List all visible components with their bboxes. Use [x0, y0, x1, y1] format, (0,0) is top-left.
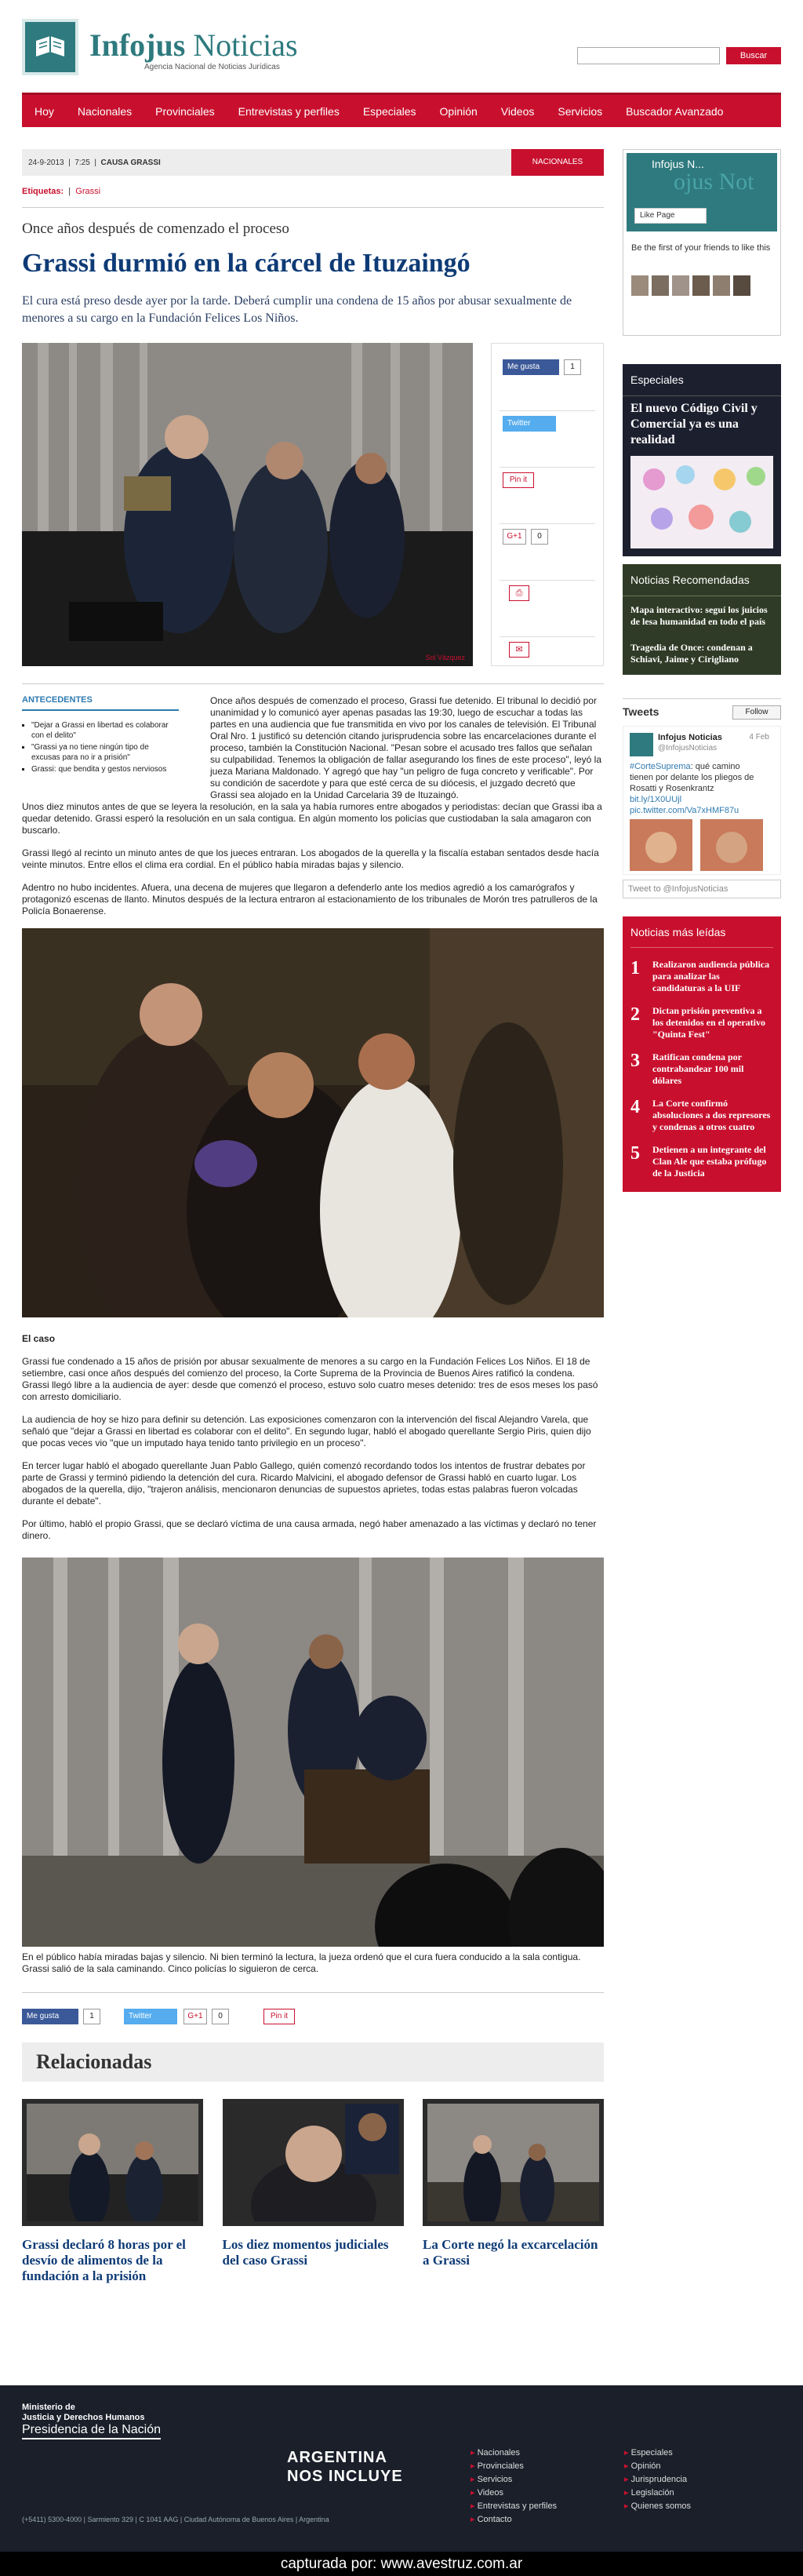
photo-women — [22, 928, 604, 1317]
photo-credit: Sol Vázquez — [425, 654, 465, 661]
tweet-image[interactable] — [630, 819, 763, 871]
brand-name[interactable]: Infojus Noticias — [89, 27, 298, 63]
nav-buscador[interactable]: Buscador Avanzado — [626, 104, 724, 118]
recomendadas-title: Noticias Recomendadas — [623, 564, 781, 596]
article-kicker: Once años después de comenzado el proceso — [22, 220, 289, 237]
google-plus-count: 0 — [212, 2009, 229, 2024]
antecedente-link[interactable]: ▪ Grassi: que bendita y gestos nerviosos — [31, 764, 179, 774]
argentina-logo: ARGENTINA NOS INCLUYE — [287, 2449, 403, 2485]
search-button[interactable]: Buscar — [726, 47, 781, 64]
friend-avatars — [631, 275, 754, 296]
paragraph: Grassi llegó al recinto un minuto antes de que los jueces entraran. Los abogados de la querella y la fiscalía estaban sentados desde hacía veinte minutos. Entre ellos el clima era cordial. En el público había miradas bajas y silencio. — [22, 847, 599, 870]
facebook-count: 1 — [83, 2009, 100, 2024]
section-badge[interactable]: NACIONALES — [511, 149, 604, 176]
footer-link[interactable]: ▸ Provinciales — [471, 2460, 557, 2473]
subheading: El caso — [22, 1333, 56, 1344]
meta-bar: 24-9-2013 | 7:25 | CAUSA GRASSI NACIONALES — [22, 149, 604, 176]
main-nav — [22, 93, 781, 127]
bottom-share-row — [22, 1992, 604, 2020]
nav-entrevistas[interactable]: Entrevistas y perfiles — [238, 104, 340, 118]
nav-provinciales[interactable]: Provinciales — [155, 104, 215, 118]
facebook-page-title[interactable]: Infojus N... — [652, 158, 704, 170]
mas-leida-item[interactable]: 5 Detienen a un integrante del Clan Ale que estaba prófugo de la Justicia — [630, 1143, 767, 1179]
footer-link[interactable]: ▸ Legislación — [624, 2487, 691, 2500]
related-card[interactable] — [423, 2099, 604, 2284]
twitter-button[interactable]: Twitter — [503, 416, 556, 432]
sidebar — [623, 149, 781, 1192]
related-card[interactable] — [22, 2099, 203, 2284]
paragraph: La audiencia de hoy se hizo para definir su detención. Las exposiciones comenzaron con la intervención del fiscal Alejandro Varela, que señaló que "dejar a Grassi en libertad es colaborar con el delito". En segundo lugar, habló el abogado querellante Sergio Piris, quien dijo que pocas veces vio "que un imputado haya tenido tanto privilegio en un proceso". — [22, 1414, 591, 1448]
footer-links-1 — [471, 2447, 557, 2527]
facebook-like-button[interactable]: Me gusta — [503, 359, 559, 375]
tweet-author[interactable]: Infojus Noticias — [658, 733, 722, 742]
facebook-count: 1 — [564, 359, 581, 375]
brand-subtitle: Agencia Nacional de Noticias Jurídicas — [144, 63, 280, 71]
header — [22, 19, 781, 78]
related-list — [22, 2099, 604, 2284]
avatar[interactable] — [733, 275, 750, 296]
article-time: 7:25 — [74, 158, 90, 167]
nav-nacionales[interactable]: Nacionales — [77, 104, 133, 118]
tag-link[interactable]: Grassi — [75, 187, 101, 196]
google-plus-button[interactable]: G+1 — [183, 2009, 207, 2024]
main-photo — [22, 343, 473, 666]
mas-leida-item[interactable]: 2 Dictan prisión preventiva a los detenidos en el operativo "Quinta Fest" — [630, 1004, 765, 1040]
footer-link[interactable]: ▸ Videos — [471, 2487, 557, 2500]
antecedente-link[interactable]: ▪ "Grassi ya no tiene ningún tipo de excusas para no ir a prisión" — [31, 742, 179, 763]
recomendada-link[interactable]: Tragedia de Once: condenan a Schiavi, Jaime y Cirigliano — [630, 642, 753, 665]
facebook-like-page-button[interactable]: Like Page — [634, 208, 707, 224]
pinterest-button[interactable]: Pin it — [263, 2009, 295, 2024]
article-column — [22, 149, 604, 2284]
footer-link[interactable]: ▸ Quienes somos — [624, 2500, 691, 2513]
related-title: Relacionadas — [22, 2042, 604, 2082]
twitter-button[interactable]: Twitter — [124, 2009, 177, 2024]
photo-courtroom — [22, 1558, 604, 1947]
paragraph: Once años después de comenzado el proceso, Grassi fue detenido. El tribunal lo decidió por unanimidad y lo comunicó ayer apenas pasadas las 19:30, luego de escuchar a todas las partes en una audiencia que fue transmitida en vivo por los canales de televisión. El Tribunal Oral Nro. 1 justificó su detención citando jurisprudencia sobre las encarcelaciones durante el proceso, también la Constitución Nacional. "Pesan sobre el acusado tres fallos que señalan su culpabilidad. Tenemos la obligación de fallar asegurando los fines de este proceso", leyó la jueza Mariana Maldonado. Y agregó que hay "un peligro de fuga concreto y verificable". Por su condición de sacerdote y para que esté cerca de su diócesis, el juzgado decretó que Grassi sea alojado en la Unidad Carcelaria 39 de Ituzaingó. — [210, 695, 602, 800]
related-thumbnail[interactable] — [423, 2099, 604, 2226]
footer-link[interactable]: ▸ Entrevistas y perfiles — [471, 2500, 557, 2513]
tweet-pic-link[interactable]: pic.twitter.com/Va7xHMF87u — [630, 806, 739, 815]
recomendada-link[interactable]: Mapa interactivo: seguí los juicios de lesa humanidad en todo el país — [630, 604, 768, 627]
tweet-text: #CorteSuprema: qué camino tienen por delante los pliegos de Rosatti y Rosenkrantz bit.ly/1X0UUjl pic.twitter.com/Va7xHMF87u — [630, 762, 754, 815]
tweet — [623, 726, 781, 875]
article-body — [22, 695, 604, 2284]
avatar[interactable] — [713, 275, 730, 296]
nav-hoy[interactable]: Hoy — [35, 104, 54, 118]
ministry-logo[interactable]: Ministerio de Justicia y Derechos Humanos Presidencia de la Nación — [22, 2403, 161, 2439]
mas-leida-item[interactable]: 3 Ratifican condena por contrabandear 100 mil dólares — [630, 1051, 744, 1086]
footer-address: (+5411) 5300-4000 | Sarmiento 329 | C 1041 AAG | Ciudad Autónoma de Buenos Aires | Argentina — [22, 2516, 329, 2523]
facebook-widget: Infojus N... ojus Not Like Page Be the first of your friends to like this — [623, 149, 781, 336]
related-headline[interactable]: Grassi declaró 8 horas por el desvío de alimentos de la fundación a la prisión — [22, 2237, 186, 2283]
tweets-title: Tweets — [623, 705, 659, 718]
antecedentes-box — [22, 695, 179, 776]
tags: Etiquetas: | Grassi — [22, 187, 101, 196]
related-thumbnail[interactable] — [223, 2099, 404, 2226]
footer — [0, 2385, 803, 2552]
related-headline[interactable]: La Corte negó la excarcelación a Grassi — [423, 2237, 598, 2268]
especiales-box — [623, 364, 781, 556]
nav-videos[interactable]: Videos — [500, 104, 535, 118]
mas-leida-item[interactable]: 1 Realizaron audiencia pública para analizar las candidaturas a la UIF — [630, 958, 770, 993]
avatar[interactable] — [630, 733, 653, 756]
google-plus-count: 0 — [531, 529, 548, 545]
antecedentes-title: ANTECEDENTES — [22, 695, 179, 711]
presidency-text: Presidencia de la Nación — [22, 2425, 161, 2439]
footer-links-2 — [624, 2447, 691, 2513]
related-headline[interactable]: Los diez momentos judiciales del caso Grassi — [222, 2237, 389, 2268]
especiales-image[interactable] — [630, 456, 773, 548]
search-input[interactable] — [577, 47, 720, 64]
article-headline: Grassi durmió en la cárcel de Ituzaingó — [22, 249, 471, 278]
capture-watermark: capturada por: www.avestruz.com.ar — [0, 2552, 803, 2576]
recomendadas-box — [623, 564, 781, 675]
tweet-date[interactable]: 4 Feb — [749, 733, 769, 741]
avatar[interactable] — [652, 275, 669, 296]
pinterest-button[interactable]: Pin it — [503, 472, 534, 488]
nav-opinion[interactable]: Opinión — [439, 104, 478, 118]
mail-icon[interactable]: ✉ — [509, 642, 529, 658]
book-logo-icon — [35, 35, 66, 60]
paragraph: Adentro no hubo incidentes. Afuera, una decena de mujeres que llegaron a defenderlo ante los medios agredió a los camarógrafos y protagonizó escenas de llanto. Minutos después de la lectura entraron al estacionamiento de los tribunales de Morón tres patrulleros de la Policía Bonaerense. — [22, 882, 598, 916]
photo-caption: En el público había miradas bajas y silencio. Ni bien terminó la lectura, la jueza ordenó que el cura fuera conducido a la sala contigua. Grassi salió de la sala caminando. Cinco policías lo siguieron de cerca. — [22, 1951, 581, 1974]
share-column — [491, 343, 604, 666]
article-topic[interactable]: CAUSA GRASSI — [100, 158, 161, 167]
footer-link[interactable]: ▸ Jurisprudencia — [624, 2473, 691, 2487]
paragraph: Unos diez minutos antes de que se leyera la resolución, en la sala ya había rumores entre abogados y periodistas: decían que Grassi iba a quedar detenido. Grassi esperó la resolución en un sala contigua. En algún momento los policías que custiodaban la sala amagaron con buscarlo. — [22, 801, 602, 836]
footer-link[interactable]: ▸ Servicios — [471, 2473, 557, 2487]
tweet-link[interactable]: bit.ly/1X0UUjl — [630, 795, 682, 804]
avatar[interactable] — [631, 275, 649, 296]
footer-link[interactable]: ▸ Especiales — [624, 2447, 691, 2460]
tweet-hashtag[interactable]: #CorteSuprema — [630, 762, 691, 771]
nav-servicios[interactable]: Servicios — [558, 104, 603, 118]
related-card[interactable] — [223, 2099, 404, 2284]
tweet-handle[interactable]: @InfojusNoticias — [658, 744, 718, 752]
antecedente-link[interactable]: ▪ "Dejar a Grassi en libertad es colaborar con el delito" — [31, 720, 179, 741]
related-thumbnail[interactable] — [22, 2099, 203, 2226]
especiales-title: Especiales — [623, 364, 781, 395]
facebook-like-button[interactable]: Me gusta — [22, 2009, 78, 2024]
mas-leidas-title: Noticias más leídas — [630, 916, 773, 948]
tweet-to-input[interactable]: Tweet to @InfojusNoticias — [623, 880, 781, 898]
paragraph: Grassi fue condenado a 15 años de prisión por abusar sexualmente de menores a su cargo en la Fundación Felices Los Niños. El 18 de setiembre, casi once años después del comienzo del proceso, la Corte Suprema de la Provincia de Buenos Aires ratificó la condena. Grassi llegó libre a la audiencia de ayer: desde que comenzó el proceso, estuvo solo cuatro meses detenido: tres de esos meses los pasó con arresto domiciliario. — [22, 1356, 598, 1402]
footer-link[interactable]: ▸ Nacionales — [471, 2447, 557, 2460]
mas-leida-item[interactable]: 4 La Corte confirmó absoluciones a dos represores y condenas a otros cuatro — [630, 1097, 771, 1132]
nav-especiales[interactable]: Especiales — [362, 104, 416, 118]
avatar[interactable] — [672, 275, 689, 296]
google-plus-button[interactable]: G+1 — [503, 529, 526, 545]
footer-link[interactable]: ▸ Contacto — [471, 2513, 557, 2527]
article-date: 24-9-2013 — [28, 158, 64, 167]
tags-label: Etiquetas: — [22, 187, 64, 196]
paragraph: Por último, habló el propio Grassi, que se declaró víctima de una causa armada, negó haber amenazado a las víctimas y declaró no tener dinero. — [22, 1518, 597, 1541]
paragraph: En tercer lugar habló el abogado querellante Juan Pablo Gallego, quién comenzó recordando todos los intentos de frustrar debates por parte de Grassi y terminó pidiendo la detención del cura. Ricardo Malvicini, el abogado defensor de Grassi habló en cuarto lugar. Los abogados de la querella, dijo, "trajeron análisis, mencionaron denuncias de supuestos aprietes, todas estas palabras fueron volcadas durante el debate". — [22, 1460, 586, 1507]
logo[interactable] — [22, 19, 78, 75]
article-lead: El cura está preso desde ayer por la tarde. Deberá cumplir una condena de 15 años por abusar sexualmente de menores a su cargo en la Fundación Felices Los Niños. — [22, 294, 572, 325]
mas-leidas-box — [623, 916, 781, 1192]
facebook-friends-text: Be the first of your friends to like this — [631, 243, 771, 253]
avatar[interactable] — [692, 275, 710, 296]
printer-icon[interactable]: ⎙ — [509, 585, 529, 601]
especiales-headline[interactable]: El nuevo Código Civil y Comercial ya es una realidad — [630, 402, 758, 446]
twitter-widget — [623, 698, 781, 901]
footer-link[interactable]: ▸ Opinión — [624, 2460, 691, 2473]
twitter-follow-button[interactable]: Follow — [732, 705, 781, 720]
